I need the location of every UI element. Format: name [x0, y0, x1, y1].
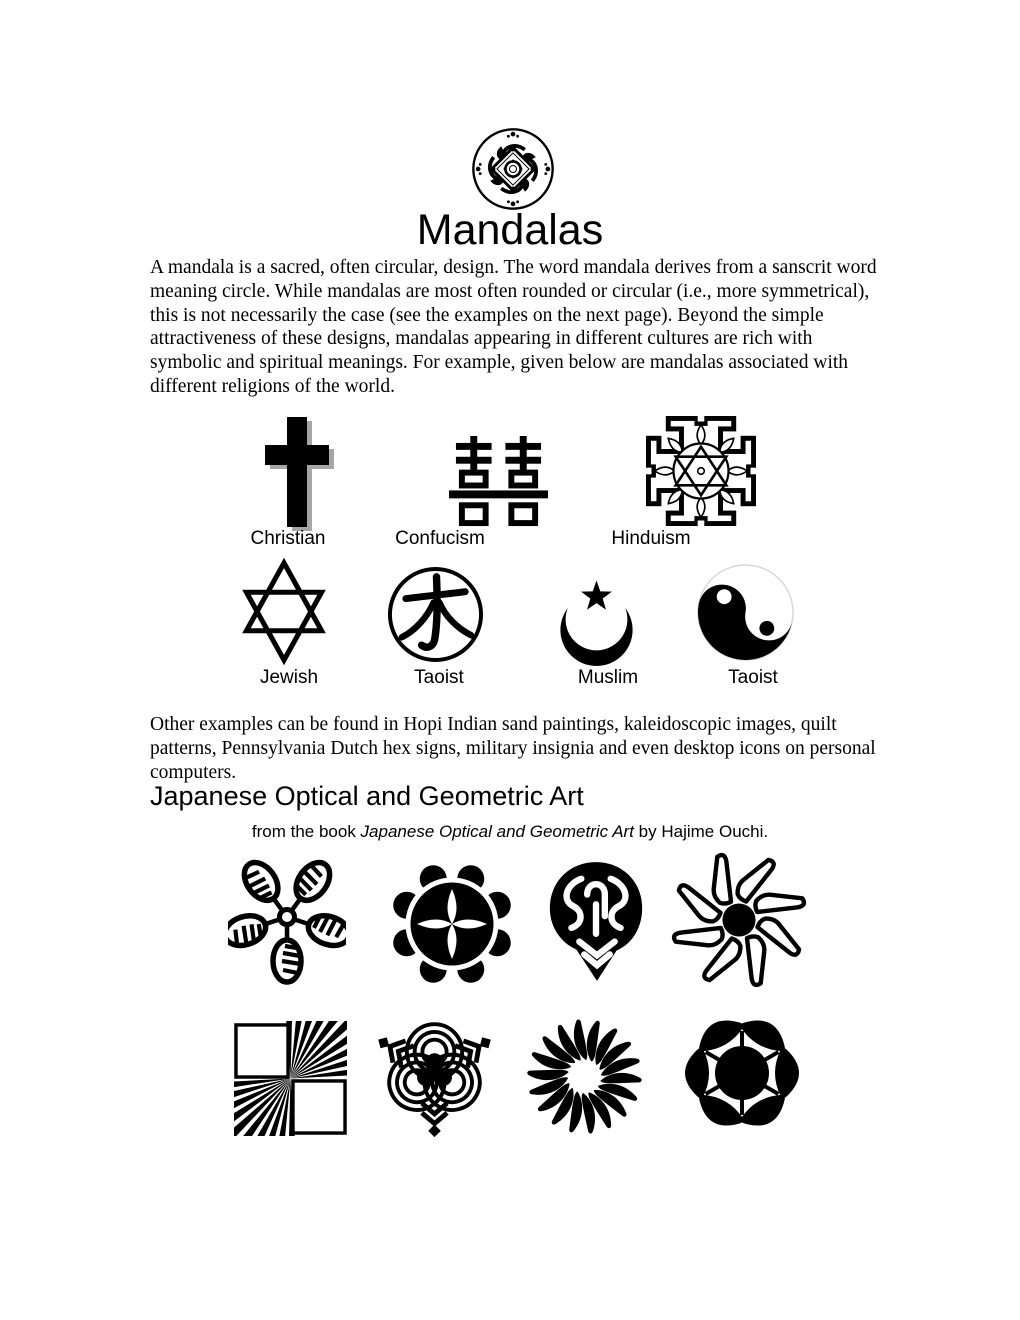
striped-leaf-flower-design [228, 849, 346, 991]
subtitle-book-title: Japanese Optical and Geometric Art [360, 822, 634, 841]
triple-arc-chevron-crest-design [374, 1013, 495, 1141]
religion-label: Taoist [414, 667, 464, 688]
religion-label: Muslim [577, 667, 639, 688]
religion-label: Taoist [728, 667, 778, 688]
maze-monogram-crest-design [542, 856, 650, 986]
section-heading: Japanese Optical and Geometric Art [150, 781, 584, 811]
religion-label: Jewish [259, 667, 319, 688]
star-of-david-icon [240, 558, 328, 665]
subtitle-prefix: from the book [251, 822, 361, 841]
spiral-vortex-design [524, 1011, 645, 1142]
section-subtitle [0, 822, 1020, 842]
petal-ring-crest-design [392, 861, 512, 987]
yin-yang-icon [696, 563, 795, 662]
yantra-icon [646, 416, 756, 526]
religion-label: Hinduism [611, 528, 691, 549]
double-happiness-icon [449, 436, 548, 531]
subtitle-suffix: by Hajime Ouchi. [633, 822, 769, 841]
six-segment-wheel-design [678, 1013, 806, 1135]
tree-character-seal-icon [386, 565, 485, 664]
page-title: Mandalas [416, 206, 604, 254]
other-examples-paragraph: Other examples can be found in Hopi Indian sand paintings, kaleidoscopic images, quilt patterns, Pennsylvania Dutch hex signs, military insignia and even desktop icons on personal computers. [150, 714, 876, 783]
eight-blade-pinwheel-design [666, 846, 812, 994]
intro-paragraph: A mandala is a sacred, often circular, design. The word mandala derives from a sanscrit word meaning circle. While mandalas are most often rounded or circular (i.e., more symmetrical), this is not necessarily the case (see the examples on the next page). Beyond the simple attractiveness of these designs, mandalas appearing in different cultures are rich with symbolic and spiritual meanings. For example, given below are mandalas associated with different religions of the world. [150, 257, 877, 397]
religion-label: Christian [250, 528, 326, 549]
ornamental-mandala-icon [471, 127, 555, 211]
christian-cross-icon [259, 417, 335, 531]
squares-and-rays-design [234, 1021, 347, 1136]
crescent-and-star-icon [549, 571, 644, 666]
religion-label: Confucism [395, 528, 485, 549]
